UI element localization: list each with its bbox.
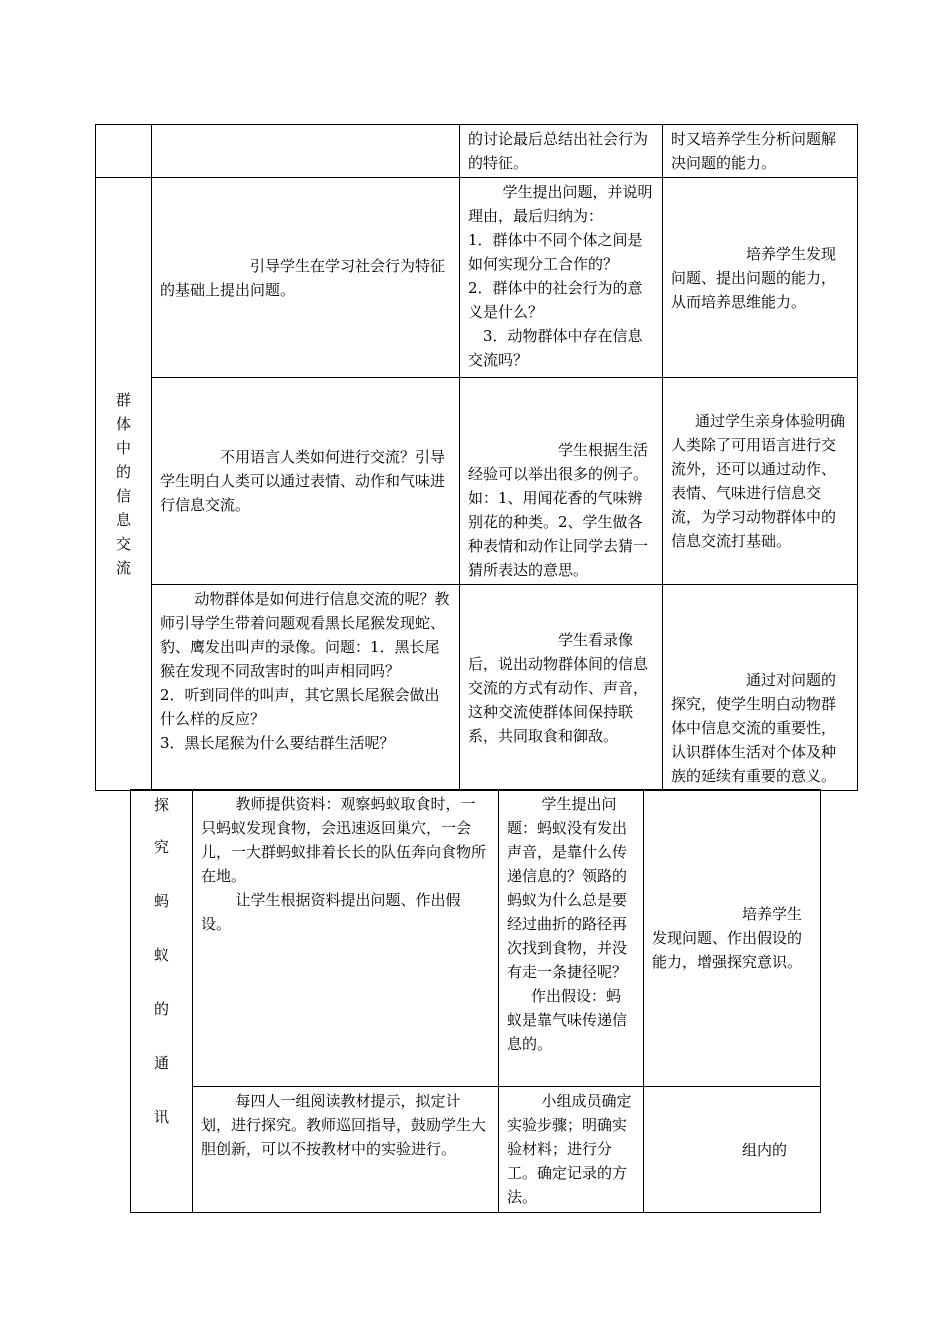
- student-activity-cell: 学生看录像后，说出动物群体间的信息交流的方式有动作、声音，这种交流使群体间保持联系，共同取食和御敌。: [460, 585, 663, 791]
- table-row: [131, 1087, 821, 1213]
- student-activity-cell: 学生提出问题：蚂蚁没有发出声音，是靠什么传递信息的？领路的蚂蚁为什么总是要经过曲折的路径再次找到食物，并没有走一条捷径呢？ 作出假设：蚂蚁是靠气味传递信息的。: [499, 790, 644, 1087]
- section-cell-empty: [96, 125, 152, 178]
- section-title-char: 体: [115, 415, 131, 433]
- teacher-activity-cell: 教师提供资料：观察蚂蚁取食时，一只蚂蚁发现食物，会迅速返回巢穴，一会儿，一大群蚂蚁排着长长的队伍奔向食物所在地。 让学生根据资料提出问题、作出假设。: [193, 790, 499, 1087]
- section-title-char: 中: [115, 439, 131, 457]
- teacher-cell-empty: [152, 125, 460, 178]
- section-title-char: 探: [153, 796, 169, 814]
- student-activity-cell: 学生根据生活经验可以举出很多的例子。如：1、用闻花香的气味辨别花的种类。2、学生做各种表情和动作让同学去猜一猜所表达的意思。: [460, 378, 663, 585]
- table-row: [96, 178, 858, 378]
- design-purpose-cell: 培养学生发现问题、作出假设的能力，增强探究意识。: [644, 790, 821, 1087]
- section-title-char: 群: [115, 391, 131, 409]
- design-purpose-cell: 时又培养学生分析问题解决问题的能力。: [663, 125, 858, 178]
- section-title-cell: [96, 178, 152, 791]
- table-row: [96, 585, 858, 791]
- section-title-char: 通: [153, 1054, 169, 1072]
- section-title-char: 交: [115, 535, 131, 553]
- teacher-activity-cell: 引导学生在学习社会行为特征的基础上提出问题。: [152, 178, 460, 378]
- design-purpose-cell: 通过学生亲身体验明确人类除了可用语言进行交流外，还可以通过动作、表情、气味进行信息交流，为学习动物群体中的信息交流打基础。: [663, 378, 858, 585]
- teacher-activity-cell: 不用语言人类如何进行交流？引导学生明白人类可以通过表情、动作和气味进行信息交流。: [152, 378, 460, 585]
- section-title-char: 讯: [153, 1108, 169, 1126]
- design-purpose-cell: 通过对问题的探究，使学生明白动物群体中信息交流的重要性，认识群体生活对个体及种族的延续有重要的意义。: [663, 585, 858, 791]
- student-activity-cell: 的讨论最后总结出社会行为的特征。: [460, 125, 663, 178]
- section-title-char: 信: [115, 487, 131, 505]
- section-title-char: 流: [115, 559, 131, 577]
- table-row: [96, 125, 858, 178]
- section-title-char: 息: [115, 511, 131, 529]
- section-title-char: 的: [153, 1000, 169, 1018]
- section-title-char: 的: [115, 463, 131, 481]
- lesson-table-1: [95, 124, 858, 791]
- section-title-char: 蚁: [153, 946, 169, 964]
- section-title-char: 蚂: [153, 892, 169, 910]
- section-title-char: 究: [153, 838, 169, 856]
- design-purpose-cell: 组内的: [644, 1087, 821, 1213]
- student-activity-cell: 小组成员确定实验步骤；明确实验材料；进行分工。确定记录的方法。: [499, 1087, 644, 1213]
- student-activity-cell: 学生提出问题，并说明理由，最后归纳为： 1．群体中不同个体之间是如何实现分工合作的？ 2．群体中的社会行为的意义是什么？ 3．动物群体中存在信息交流吗？: [460, 178, 663, 378]
- table-row: [96, 378, 858, 585]
- teacher-activity-cell: 动物群体是如何进行信息交流的呢？教师引导学生带着问题观看黑长尾猴发现蛇、豹、鹰发出叫声的录像。问题：1．黑长尾猴在发现不同敌害时的叫声相同吗？ 2．听到同伴的叫声，其它黑长尾猴会做出什么样的反应？ 3．黑长尾猴为什么要结群生活呢？: [152, 585, 460, 791]
- section-title-cell: [131, 790, 193, 1213]
- lesson-table-2: [130, 789, 821, 1213]
- teacher-activity-cell: 每四人一组阅读教材提示，拟定计划，进行探究。教师巡回指导，鼓励学生大胆创新，可以不按教材中的实验进行。: [193, 1087, 499, 1213]
- design-purpose-cell: 培养学生发现问题、提出问题的能力，从而培养思维能力。: [663, 178, 858, 378]
- table-row: [131, 790, 821, 1087]
